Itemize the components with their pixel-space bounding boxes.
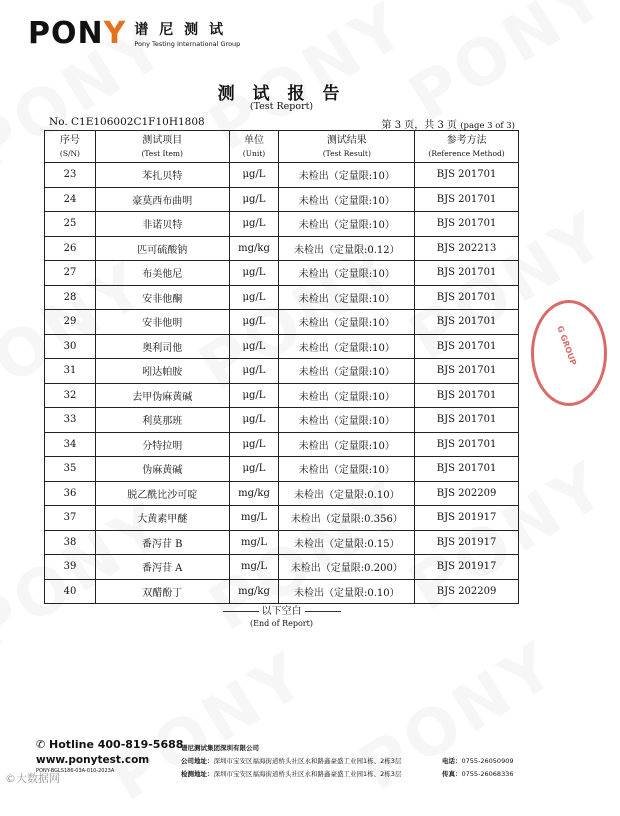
row-sn: 37: [45, 506, 96, 531]
row-unit: μg/L: [229, 334, 279, 359]
table-row: [45, 334, 519, 359]
row-method: BJS 201701: [415, 334, 519, 359]
header-item: 测试项目 (Test Item): [95, 131, 229, 163]
row-item: 去甲伪麻黄碱: [95, 383, 229, 408]
row-sn: 33: [45, 408, 96, 433]
footer-company: 谱尼测试集团深圳有限公司: [181, 744, 259, 752]
footer-address: 谱尼测试集团深圳有限公司 公司地址：深圳市宝安区福海街道桥头社区永和路鑫豪盛工业园1栋、2栋3层 检测地址：深圳市宝安区福海街道桥头社区永和路鑫豪盛工业园1栋、2栋3层: [181, 744, 402, 778]
row-result: 未检出（定量限:10）: [279, 285, 415, 310]
row-result: 未检出（定量限:0.200）: [279, 555, 415, 580]
table-row: [45, 163, 519, 188]
company-address: 深圳市宝安区福海街道桥头社区永和路鑫豪盛工业园1栋、2栋3层: [213, 757, 402, 765]
row-item: 匹可硫酸钠: [95, 236, 229, 261]
table-row: [45, 236, 519, 261]
row-result: 未检出（定量限:10）: [279, 261, 415, 286]
row-item: 脱乙酰比沙可啶: [95, 481, 229, 506]
watermark: [97, 638, 320, 816]
row-sn: 38: [45, 530, 96, 555]
row-item: 奥利司他: [95, 334, 229, 359]
row-unit: μg/L: [229, 359, 279, 384]
page-info: [382, 116, 515, 131]
row-unit: mg/L: [229, 555, 279, 580]
row-sn: 40: [45, 579, 96, 604]
table-row: [45, 506, 519, 531]
row-result: 未检出（定量限:0.15）: [279, 530, 415, 555]
company-seal: G GROUP: [531, 300, 607, 406]
row-unit: μg/L: [229, 432, 279, 457]
row-item: 伪麻黄碱: [95, 457, 229, 482]
row-method: BJS 201701: [415, 310, 519, 335]
table-row: [45, 408, 519, 433]
row-item: 番泻苷 B: [95, 530, 229, 555]
row-result: 未检出（定量限:10）: [279, 383, 415, 408]
table-row: [45, 261, 519, 286]
end-marker-en: (End of Report): [250, 619, 313, 628]
row-unit: μg/L: [229, 383, 279, 408]
row-result: 未检出（定量限:10）: [279, 334, 415, 359]
table-row: [45, 555, 519, 580]
row-method: BJS 202213: [415, 236, 519, 261]
row-sn: 35: [45, 457, 96, 482]
row-unit: μg/L: [229, 310, 279, 335]
row-sn: 28: [45, 285, 96, 310]
row-method: BJS 201701: [415, 187, 519, 212]
row-sn: 24: [45, 187, 96, 212]
logo-accent: Y: [103, 15, 127, 51]
corner-watermark: ©大数据网: [5, 772, 60, 785]
table-row: [45, 432, 519, 457]
row-result: 未检出（定量限:10）: [279, 187, 415, 212]
row-sn: 31: [45, 359, 96, 384]
row-unit: mg/kg: [229, 481, 279, 506]
logo-text: PON: [28, 15, 104, 51]
row-method: BJS 201917: [415, 555, 519, 580]
row-item: 非诺贝特: [95, 212, 229, 237]
header-unit: 单位 (Unit): [229, 131, 279, 163]
row-unit: mg/L: [229, 530, 279, 555]
end-marker-cn: 以下空白: [261, 606, 302, 617]
header-sn: 序号 (S/N): [45, 131, 96, 163]
results-table: [44, 130, 519, 604]
row-item: 利莫那班: [95, 408, 229, 433]
row-method: BJS 201917: [415, 530, 519, 555]
row-unit: μg/L: [229, 212, 279, 237]
row-method: BJS 201701: [415, 408, 519, 433]
row-result: 未检出（定量限:10）: [279, 163, 415, 188]
table-row: [45, 530, 519, 555]
table-row: [45, 187, 519, 212]
table-row: [45, 457, 519, 482]
row-result: 未检出（定量限:10）: [279, 432, 415, 457]
fax-number: 0755-26068336: [461, 770, 514, 778]
row-item: 苯扎贝特: [95, 163, 229, 188]
end-marker: [0, 602, 563, 617]
row-item: 吲达帕胺: [95, 359, 229, 384]
company-name-cn: 谱 尼 测 试: [134, 21, 226, 38]
report-subtitle: (Test Report): [249, 101, 314, 112]
row-result: 未检出（定量限:0.12）: [279, 236, 415, 261]
report-title: 测 试 报 告: [217, 84, 346, 104]
row-item: 双醋酚丁: [95, 579, 229, 604]
row-unit: μg/L: [229, 408, 279, 433]
table-row: [45, 212, 519, 237]
row-sn: 34: [45, 432, 96, 457]
row-unit: μg/L: [229, 163, 279, 188]
row-sn: 32: [45, 383, 96, 408]
row-result: 未检出（定量限:0.10）: [279, 579, 415, 604]
row-sn: 23: [45, 163, 96, 188]
row-result: 未检出（定量限:10）: [279, 212, 415, 237]
table-row: [45, 383, 519, 408]
pony-logo: [28, 16, 126, 51]
table-row: [45, 481, 519, 506]
page-info-en: (page 3 of 3): [460, 121, 515, 131]
row-sn: 36: [45, 481, 96, 506]
row-unit: mg/L: [229, 506, 279, 531]
row-method: BJS 202209: [415, 481, 519, 506]
lab-address: 深圳市宝安区福海街道桥头社区永和路鑫豪盛工业园1栋、2栋3层: [213, 770, 402, 778]
row-sn: 25: [45, 212, 96, 237]
row-method: BJS 201701: [415, 359, 519, 384]
row-result: 未检出（定量限:10）: [279, 310, 415, 335]
company-name-en: Pony Testing International Group: [134, 39, 241, 48]
row-item: 安非他酮: [95, 285, 229, 310]
row-sn: 39: [45, 555, 96, 580]
document-code: PONY-BGLS186-03A-010-2023A: [36, 768, 115, 774]
row-item: 豪莫西布曲明: [95, 187, 229, 212]
row-method: BJS 202209: [415, 579, 519, 604]
row-item: 安非他明: [95, 310, 229, 335]
row-sn: 29: [45, 310, 96, 335]
footer-contact: [36, 738, 183, 774]
row-method: BJS 201701: [415, 163, 519, 188]
row-sn: 26: [45, 236, 96, 261]
row-unit: mg/kg: [229, 236, 279, 261]
row-item: 大黄素甲醚: [95, 506, 229, 531]
table-row: [45, 359, 519, 384]
row-sn: 30: [45, 334, 96, 359]
row-item: 分特拉明: [95, 432, 229, 457]
row-unit: mg/kg: [229, 579, 279, 604]
row-result: 未检出（定量限:0.356）: [279, 506, 415, 531]
hotline: ✆ Hotline 400-819-5688: [36, 738, 184, 751]
row-unit: μg/L: [229, 187, 279, 212]
row-result: 未检出（定量限:10）: [279, 457, 415, 482]
row-method: BJS 201917: [415, 506, 519, 531]
row-method: BJS 201701: [415, 285, 519, 310]
row-result: 未检出（定量限:10）: [279, 359, 415, 384]
table-row: [45, 579, 519, 604]
row-sn: 27: [45, 261, 96, 286]
header-result: 测试结果 (Test Result): [279, 131, 415, 163]
website-link[interactable]: www.ponytest.com: [36, 754, 150, 766]
row-unit: μg/L: [229, 261, 279, 286]
row-method: BJS 201701: [415, 457, 519, 482]
row-method: BJS 201701: [415, 383, 519, 408]
row-item: 番泻苷 A: [95, 555, 229, 580]
table-row: [45, 285, 519, 310]
page-info-cn: 第 3 页，共 3 页: [381, 120, 457, 131]
row-method: BJS 201701: [415, 212, 519, 237]
row-method: BJS 201701: [415, 261, 519, 286]
header-method: 参考方法 (Reference Method): [415, 131, 519, 163]
row-result: 未检出（定量限:0.10）: [279, 481, 415, 506]
table-row: [45, 310, 519, 335]
report-number: No. C1E106002C1F10H1808: [49, 116, 205, 128]
company-header: [28, 16, 240, 50]
phone-number: 0755-26050909: [461, 757, 514, 765]
footer-phone: 电话：0755-26050909 传真：0755-26068336: [442, 757, 514, 778]
row-item: 布美他尼: [95, 261, 229, 286]
row-result: 未检出（定量限:10）: [279, 408, 415, 433]
row-method: BJS 201701: [415, 432, 519, 457]
row-unit: μg/L: [229, 285, 279, 310]
table-header-row: [45, 131, 519, 163]
row-unit: μg/L: [229, 457, 279, 482]
